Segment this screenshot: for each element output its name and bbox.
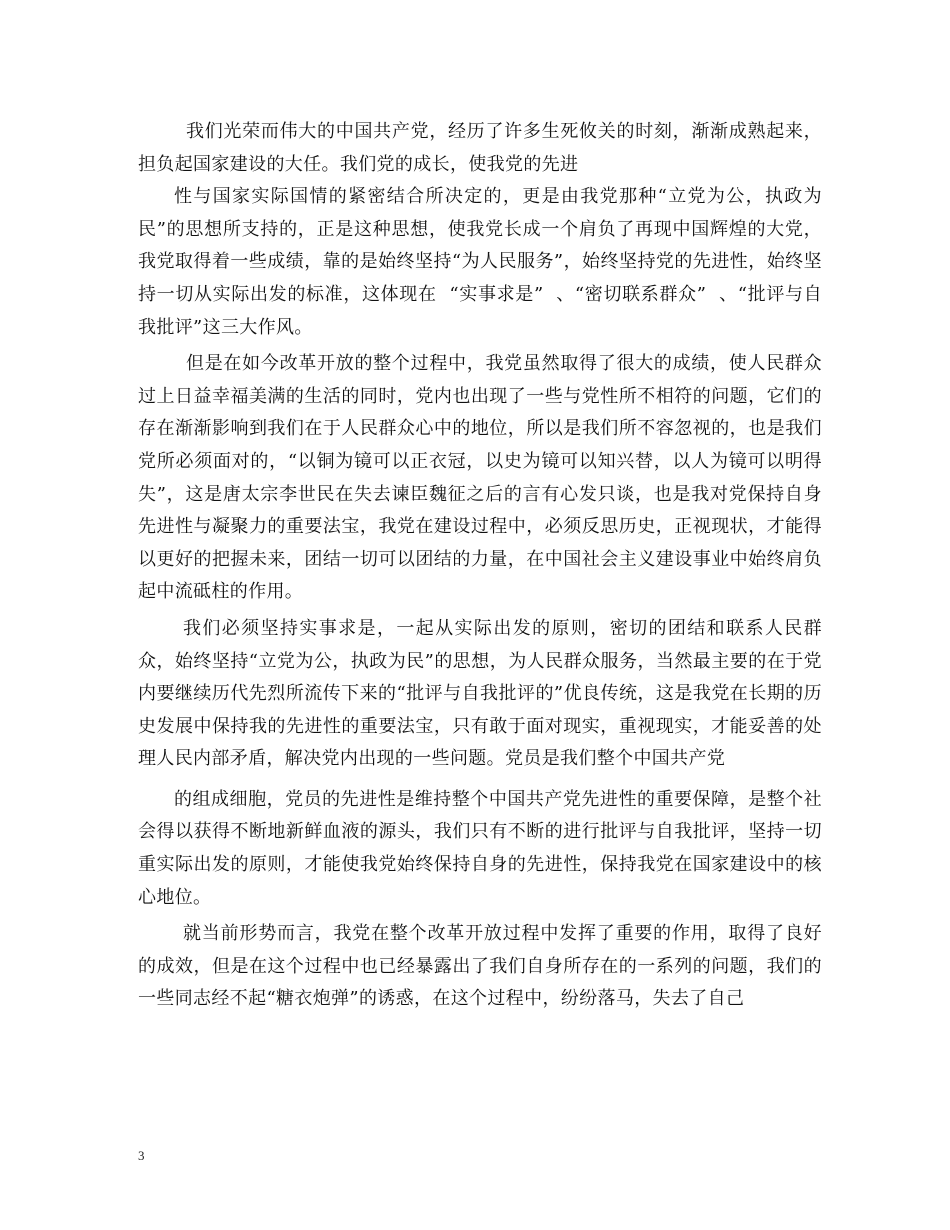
paragraph-2: 性与国家实际国情的紧密结合所决定的，更是由我党那种“立党为公，执政为民”的思想所支持的，正是这种思想，使我党长成一个肩负了再现中国辉煌的大党，我党取得着一些成绩，靠的是始终坚持“为人民服务”，始终坚持党的先进性，始终坚持一切从实际出发的标准，这体现在 “实事求是” 、“密切联系群众” 、“批评与自我批评”这三大作风。	[138, 186, 822, 338]
document-body	[138, 116, 822, 1016]
paragraph-3: 但是在如今改革开放的整个过程中，我党虽然取得了很大的成绩，使人民群众过上日益幸福美满的生活的同时，党内也出现了一些与党性所不相符的问题，它们的存在渐渐影响到我们在于人民群众心中的地位，所以是我们所不容忽视的，也是我们党所必须面对的，“以铜为镜可以正衣冠，以史为镜可以知兴替，以人为镜可以明得失”，这是唐太宗李世民在失去谏臣魏征之后的言有心发只谈，也是我对党保持自身先进性与凝聚力的重要法宝，我党在建设过程中，必须反思历史，正视现状，才能得以更好的把握未来，团结一切可以团结的力量，在中国社会主义建设事业中始终肩负起中流砥柱的作用。	[138, 353, 822, 603]
paragraph-5: 的组成细胞，党员的先进性是维持整个中国共产党先进性的重要保障，是整个社会得以获得不断地新鲜血液的源头，我们只有不断的进行批评与自我批评，坚持一切重实际出发的原则，才能使我党始终保持自身的先进性，保持我党在国家建设中的核心地位。	[138, 788, 822, 908]
paragraph-6: 就当前形势而言，我党在整个改革开放过程中发挥了重要的作用，取得了良好的成效，但是在这个过程中也已经暴露出了我们自身所存在的一系列的问题，我们的一些同志经不起“糖衣炮弹”的诱惑，在这个过程中，纷纷落马，失去了自己	[138, 923, 822, 1010]
paragraph-1: 我们光荣而伟大的中国共产党，经历了许多生死攸关的时刻，渐渐成熟起来，担负起国家建设的大任。我们党的成长，使我党的先进	[138, 121, 822, 175]
paragraph-4: 我们必须坚持实事求是，一起从实际出发的原则，密切的团结和联系人民群众，始终坚持“立党为公，执政为民”的思想，为人民群众服务，当然最主要的在于党内要继续历代先烈所流传下来的“批评与自我批评的”优良传统，这是我党在长期的历史发展中保持我的先进性的重要法宝，只有敢于面对现实，重视现实，才能妥善的处理人民内部矛盾，解决党内出现的一些问题。党员是我们整个中国共产党	[138, 617, 822, 770]
page-number: 3	[138, 1148, 145, 1163]
